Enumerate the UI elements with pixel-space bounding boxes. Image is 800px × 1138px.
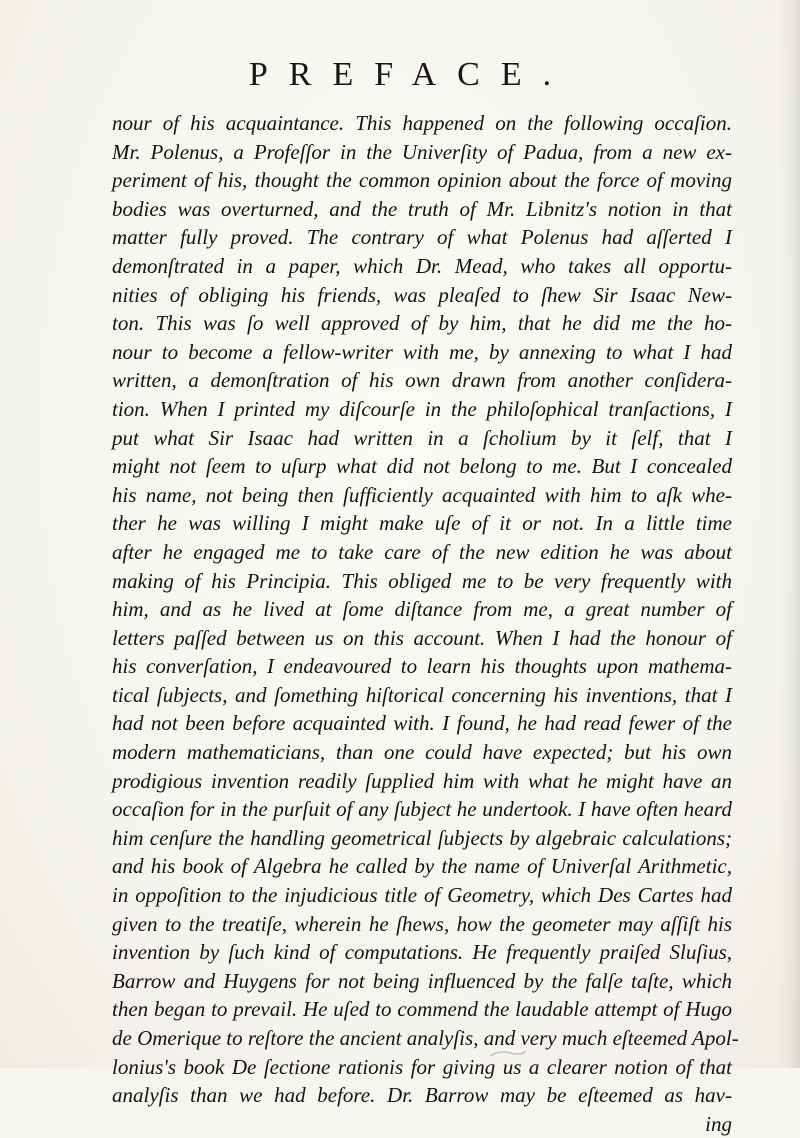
text-line: invention by ſuch kind of computations. He frequently praiſed Sluſius, (112, 940, 732, 965)
text-line: written, a demonſtration of his own drawn from another conſidera- (112, 368, 732, 393)
text-line: ton. This was ſo well approved of by him, that he did me the ho- (112, 311, 732, 336)
text-line: given to the treatiſe, wherein he ſhews, how the geometer may aſſiſt his (112, 911, 732, 936)
text-line: put what Sir Isaac had written in a ſcholium by it ſelf, that I (112, 425, 732, 450)
text-line: nour to become a fellow-writer with me, by annexing to what I had (112, 339, 732, 364)
text-line: analyſis than we had before. Dr. Barrow may be eſteemed as hav- (112, 1083, 732, 1108)
text-line: nities of obliging his friends, was pleaſed to ſhew Sir Isaac New- (112, 282, 732, 307)
ink-smudge-mark (488, 1048, 528, 1058)
preface-body-text (112, 109, 739, 1138)
text-line: making of his Principia. This obliged me to be very frequently with (112, 568, 732, 593)
running-title: PREFACE. (248, 56, 573, 93)
text-line: him cenſure the handling geometrical ſubjects by algebraic calculations; (112, 825, 732, 850)
text-line: demonſtrated in a paper, which Dr. Mead, who takes all opportu- (112, 253, 732, 278)
text-line: then began to prevail. He uſed to commend the laudable attempt of Hugo (112, 997, 732, 1022)
text-line: periment of his, thought the common opinion about the force of moving (112, 168, 732, 193)
text-line: and his book of Algebra he called by the name of Univerſal Arithmetic, (112, 854, 732, 879)
text-line: nour of his acquaintance. This happened on the following occaſion. (112, 111, 732, 135)
text-line: ther he was willing I might make uſe of it or not. In a little time (112, 511, 732, 536)
page-gutter-shadow (778, 0, 800, 1068)
text-line: prodigious invention readily ſupplied him with what he might have an (112, 768, 732, 793)
text-line: his name, not being then ſufficiently acquainted with him to aſk whe- (112, 482, 732, 507)
text-line: after he engaged me to take care of the new edition he was about (112, 539, 732, 564)
text-line: tical ſubjects, and ſomething hiſtorical concerning his inventions, that I (112, 682, 732, 707)
text-line: de Omerique to reſtore the ancient analyſis, and very much eſteemed Apol- (112, 1026, 739, 1050)
text-line: in oppoſition to the injudicious title of Geometry, which Des Cartes had (112, 883, 732, 908)
text-line: tion. When I printed my diſcourſe in the philoſophical tranſactions, I (112, 396, 732, 421)
text-line: letters paſſed between us on this account. When I had the honour of (112, 625, 732, 650)
text-line: had not been before acquainted with. I found, he had read fewer of the (112, 711, 732, 736)
text-line: bodies was overturned, and the truth of Mr. Libnitz's notion in that (112, 196, 732, 221)
text-line: lonius's book De ſectione rationis for giving us a clearer notion of that (112, 1054, 732, 1079)
text-line: matter fully proved. The contrary of what Polenus had aſſerted I (112, 225, 732, 250)
text-line: his converſation, I endeavoured to learn his thoughts upon mathema- (112, 654, 732, 679)
text-line: Mr. Polenus, a Profeſſor in the Univerſity of Padua, from a new ex- (112, 139, 732, 164)
text-line: occaſion for in the purſuit of any ſubject he undertook. I have often heard (112, 797, 732, 822)
text-line: modern mathematicians, than one could have expected; but his own (112, 740, 732, 765)
text-line: might not ſeem to uſurp what did not belong to me. But I concealed (112, 454, 732, 479)
catchword: ing (705, 1111, 732, 1136)
text-line: him, and as he lived at ſome diſtance from me, a great number of (112, 597, 732, 622)
text-line: Barrow and Huygens for not being influenced by the falſe taſte, which (112, 968, 732, 993)
